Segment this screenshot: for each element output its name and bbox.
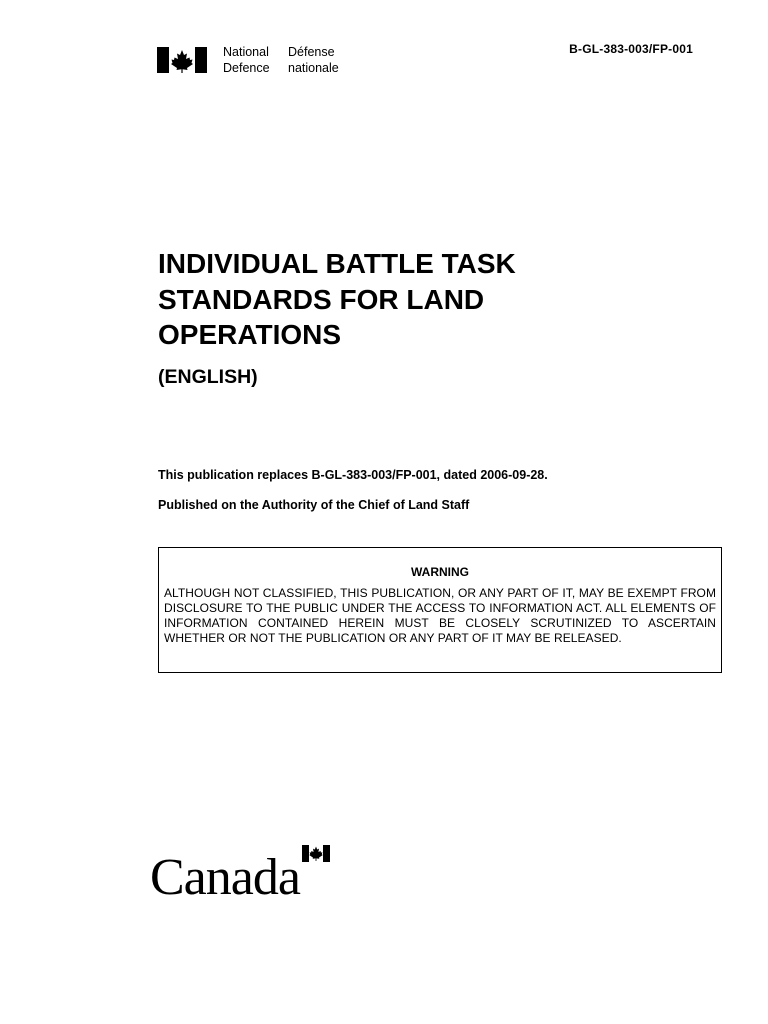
dept-en-line2: Defence xyxy=(223,61,270,75)
authority-note: Published on the Authority of the Chief of Land Staff xyxy=(158,498,470,512)
dept-en-line1: National xyxy=(223,45,269,59)
warning-box xyxy=(158,547,722,673)
dept-fr-line2: nationale xyxy=(288,61,339,75)
document-number: B-GL-383-003/FP-001 xyxy=(569,42,693,56)
wordmark-text: Canada xyxy=(150,849,300,906)
language-subtitle: (ENGLISH) xyxy=(158,366,258,388)
title-line-2: STANDARDS FOR LAND xyxy=(158,283,485,315)
department-name xyxy=(223,44,339,76)
title-line-1: INDIVIDUAL BATTLE TASK xyxy=(158,248,516,279)
title-line-3: OPERATIONS xyxy=(158,319,342,350)
warning-text: ALTHOUGH NOT CLASSIFIED, THIS PUBLICATION, OR ANY PART OF IT, MAY BE EXEMPT FROM DISCLOSURE TO THE PUBLIC UNDER THE ACCESS TO INFORMATION ACT. ALL ELEMENTS OF INFORMATION CONTAINED HEREIN MUST BE CLOSELY SCRUTINIZED TO ASCERTAIN WHETHER OR NOT THE PUBLICATION OR ANY PART OF IT MAY BE RELEASED. xyxy=(164,586,716,645)
replacement-note: This publication replaces B-GL-383-003/FP-001, dated 2006-09-28. xyxy=(158,468,548,482)
warning-heading: WARNING xyxy=(411,565,469,579)
canada-flag-icon xyxy=(302,845,330,862)
dept-fr-line1: Défense xyxy=(288,45,335,59)
page-title xyxy=(158,246,628,353)
canada-flag-icon xyxy=(157,47,207,73)
canada-wordmark xyxy=(150,848,300,904)
